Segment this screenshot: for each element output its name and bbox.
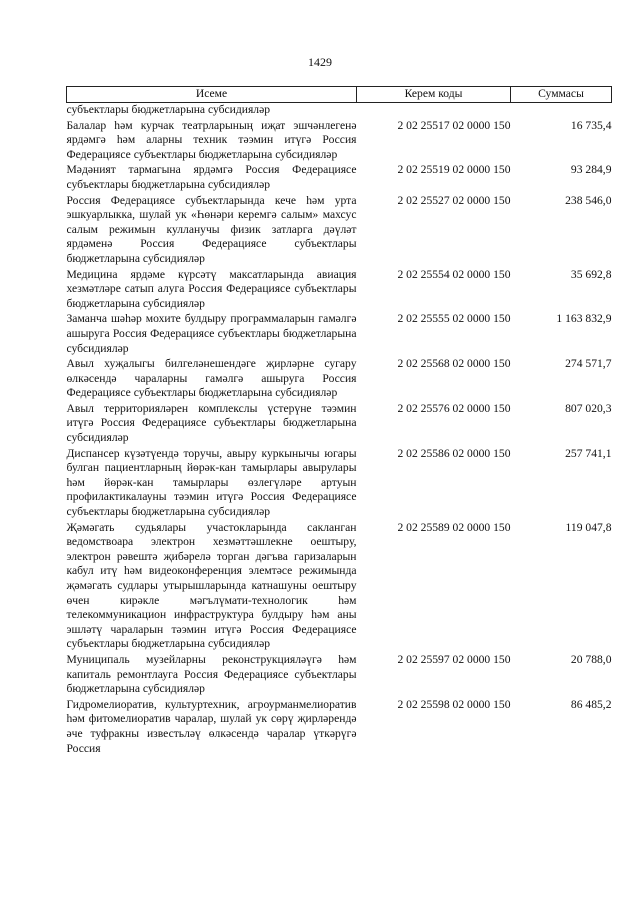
- row-name: Балалар һәм курчак театрларының иҗат эшчәнлегенә ярдәмгә һәм аларны техник тәэмин итүгә Россия Федерациясе субъектлары бюджетларына субсидияләр: [66, 118, 357, 161]
- row-amount: [511, 103, 612, 119]
- row-amount: 86 485,2: [570, 697, 612, 711]
- row-code: 2 02 25598 02 0000 150: [397, 697, 511, 711]
- row-amount: 119 047,8: [565, 520, 612, 534]
- row-amount: 807 020,3: [565, 401, 612, 415]
- row-amount: 238 546,0: [565, 193, 612, 207]
- row-name: Медицина ярдәме күрсәтү максатларында авиация хезмәтләре сатып алуга Россия Федерациясе субъектлары бюджетларына субсидияләр: [66, 267, 357, 310]
- row-name: Муниципаль музейларны реконструкцияләүгә һәм капиталь ремонтлауга Россия Федерациясе субъектлары бюджетларына субсидияләр: [66, 652, 357, 696]
- row-code: 2 02 25527 02 0000 150: [397, 193, 511, 207]
- row-amount: 93 284,9: [570, 163, 612, 177]
- row-code: 2 02 25517 02 0000 150: [397, 118, 511, 132]
- table-row: [67, 119, 612, 164]
- table-row: [67, 312, 612, 357]
- row-code: 2 02 25568 02 0000 150: [397, 357, 511, 371]
- table-row: [67, 194, 612, 268]
- row-code: 2 02 25589 02 0000 150: [397, 520, 511, 534]
- row-name: субъектлары бюджетларына субсидияләр: [66, 103, 271, 116]
- row-code: [357, 103, 511, 119]
- page-number: 1429: [308, 55, 332, 69]
- table-row: [67, 103, 612, 119]
- row-code: 2 02 25555 02 0000 150: [397, 312, 511, 326]
- table-row: [67, 268, 612, 313]
- row-name: Заманча шәһәр мохите булдыру программаларын гамәлгә ашыруга Россия Федерациясе субъектлары бюджетларына субсидияләр: [66, 312, 357, 355]
- column-header-code: Керем коды: [357, 87, 511, 103]
- row-amount: 20 788,0: [570, 652, 612, 666]
- table-row: [67, 163, 612, 193]
- row-code: 2 02 25586 02 0000 150: [397, 446, 511, 460]
- row-amount: 16 735,4: [570, 118, 612, 132]
- table-row: [67, 402, 612, 447]
- row-code: 2 02 25576 02 0000 150: [397, 401, 511, 415]
- table-row: [67, 698, 612, 757]
- table-row: [67, 357, 612, 402]
- row-name: Диспансер күзәтүендә торучы, авыру куркынычы югары булган пациентларның йөрәк-кан тамырлары авырулары һәм йөрәк-кан тамырлары өзлегүләре артуын профилактикалауны тәэмин итүгә Россия Федерациясе субъектлары бюджетларына субсидияләр: [66, 446, 357, 519]
- table-row: [67, 521, 612, 653]
- row-name: Җәмәгать судьялары участокларында сакланган ведомствоара электрон хезмәттәшлекне оештыру, электрон рәвештә җибәрелә торган дәгъва гаризаларын кабул итү һәм видеоконференция элемтәсе режимында җәмәгать судлары утырышларында катнашуны оештыру өчен кирәкле мәгълүмати-технологик һәм телекоммуникацион инфраструктура булдыру һәм аны эшләтү чараларын тәэмин итүгә Россия Федерациясе субъектлары бюджетларына субсидияләр: [66, 520, 357, 651]
- table-row: [67, 653, 612, 698]
- budget-table: [66, 86, 612, 757]
- row-name: Мәдәният тармагына ярдәмгә Россия Федерациясе субъектлары бюджетларына субсидияләр: [66, 163, 357, 191]
- row-name: Авыл территорияләрен комплекслы үстерүне тәэмин итүгә Россия Федерациясе субъектлары бюджетларына субсидияләр: [66, 401, 357, 445]
- row-name: Авыл хуҗалыгы билгеләнешендәге җирләрне сугару өлкәсендә чараларны гамәлгә ашыруга Россия Федерациясе субъектлары бюджетларына субсидияләр: [66, 357, 357, 400]
- row-amount: 35 692,8: [570, 267, 612, 281]
- row-code: 2 02 25554 02 0000 150: [397, 267, 511, 281]
- table-header-row: [67, 87, 612, 103]
- row-amount: 257 741,1: [565, 446, 612, 460]
- table-row: [67, 447, 612, 521]
- row-name: Россия Федерациясе субъектларында кече һәм урта эшкуарлыкка, шулай ук «Һөнәри керемгә салым» махсус салым режимын кулланучы физик затларга дәүләт ярдәменә Россия Федерациясе субъектлары бюджетларына субсидияләр: [66, 193, 357, 265]
- row-code: 2 02 25519 02 0000 150: [397, 163, 511, 177]
- row-amount: 274 571,7: [565, 357, 612, 371]
- column-header-name: Исеме: [67, 87, 357, 103]
- column-header-amount: Суммасы: [511, 87, 612, 103]
- row-name: Гидромелиоратив, культуртехник, агроурманмелиоратив һәм фитомелиоратив чаралар, шулай ук сөрү җирләрендә әче туфракны известьләү өлкәсендә чаралар үткәрүгә Россия: [66, 697, 357, 755]
- row-amount: 1 163 832,9: [556, 312, 612, 326]
- row-code: 2 02 25597 02 0000 150: [397, 652, 511, 666]
